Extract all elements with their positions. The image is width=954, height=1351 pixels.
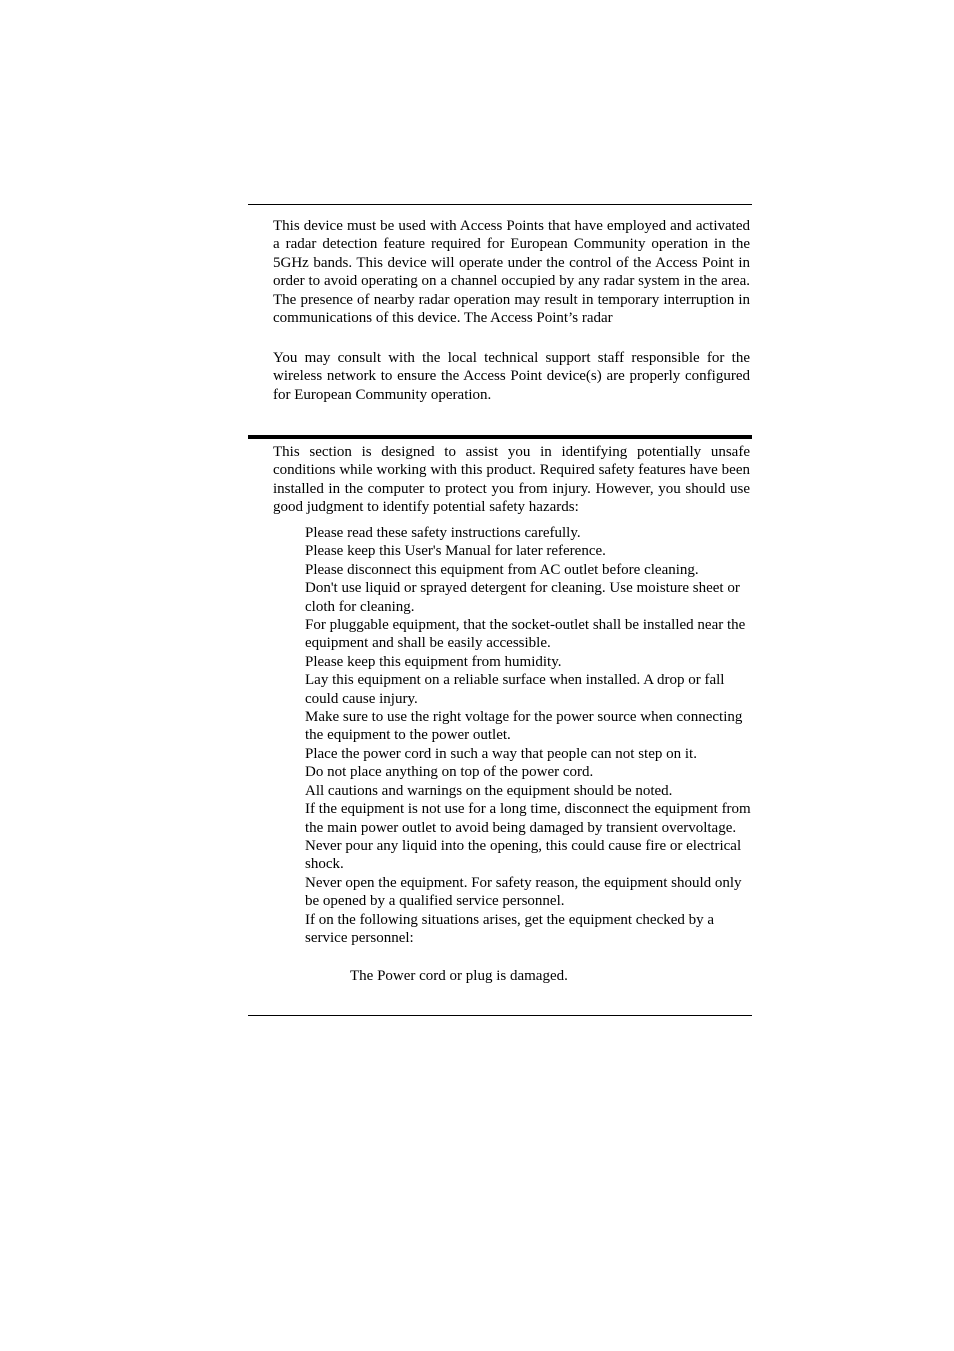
list-item: Place the power cord in such a way that people can not step on it. [305, 745, 697, 762]
list-item: Please read these safety instructions carefully. [305, 525, 581, 541]
section-divider [248, 435, 752, 439]
list-item: Please keep this User's Manual for later reference. [305, 543, 606, 560]
sub-list-item: The Power cord or plug is damaged. [350, 968, 568, 984]
radar-paragraph-2: You may consult with the local technical support staff responsible for the wireless network to ensure the Access Point device(s) are properly configured for European Community operation. [273, 350, 750, 403]
list-item: Never pour any liquid into the opening, this could cause fire or electrical shock. [305, 837, 742, 873]
list-item: All cautions and warnings on the equipment should be noted. [305, 782, 673, 799]
list-item: Please disconnect this equipment from AC outlet before cleaning. [305, 561, 699, 578]
list-item: If the equipment is not use for a long time, disconnect the equipment from the main power outlet to avoid being damaged by transient overvoltage. [305, 801, 751, 836]
list-item: Please keep this equipment from humidity. [305, 653, 562, 670]
top-divider [248, 204, 752, 205]
safety-intro: This section is designed to assist you in identifying potentially unsafe conditions while working with this product. Required safety features have been installed in the computer to protect you from injury. However, you should use good judgment to identify potential safety hazards: [273, 444, 750, 516]
safety-instructions-list [305, 524, 751, 947]
list-item: Never open the equipment. For safety reason, the equipment should only be opened by a qualified service personnel. [305, 874, 742, 910]
list-item: Make sure to use the right voltage for the power source when connecting the equipment to the power outlet. [305, 709, 743, 744]
list-item: Do not place anything on top of the power cord. [305, 764, 594, 781]
list-item: For pluggable equipment, that the socket-outlet shall be installed near the equipment and shall be easily accessible. [305, 617, 746, 652]
list-item: Don't use liquid or sprayed detergent for cleaning. Use moisture sheet or cloth for cleaning. [305, 580, 740, 615]
bottom-divider [248, 1015, 752, 1016]
list-item: If on the following situations arises, get the equipment checked by a service personnel: [305, 911, 715, 946]
list-item: Lay this equipment on a reliable surface when installed. A drop or fall could cause injury. [305, 672, 725, 707]
radar-paragraph-1: This device must be used with Access Points that have employed and activated a radar detection feature required for European Community operation in the 5GHz bands. This device will operate under the control of the Access Point in order to avoid operating on a channel occupied by any radar system in the area. The presence of nearby radar operation may result in temporary interruption in communications of this device. The Access Point’s radar [273, 218, 750, 327]
